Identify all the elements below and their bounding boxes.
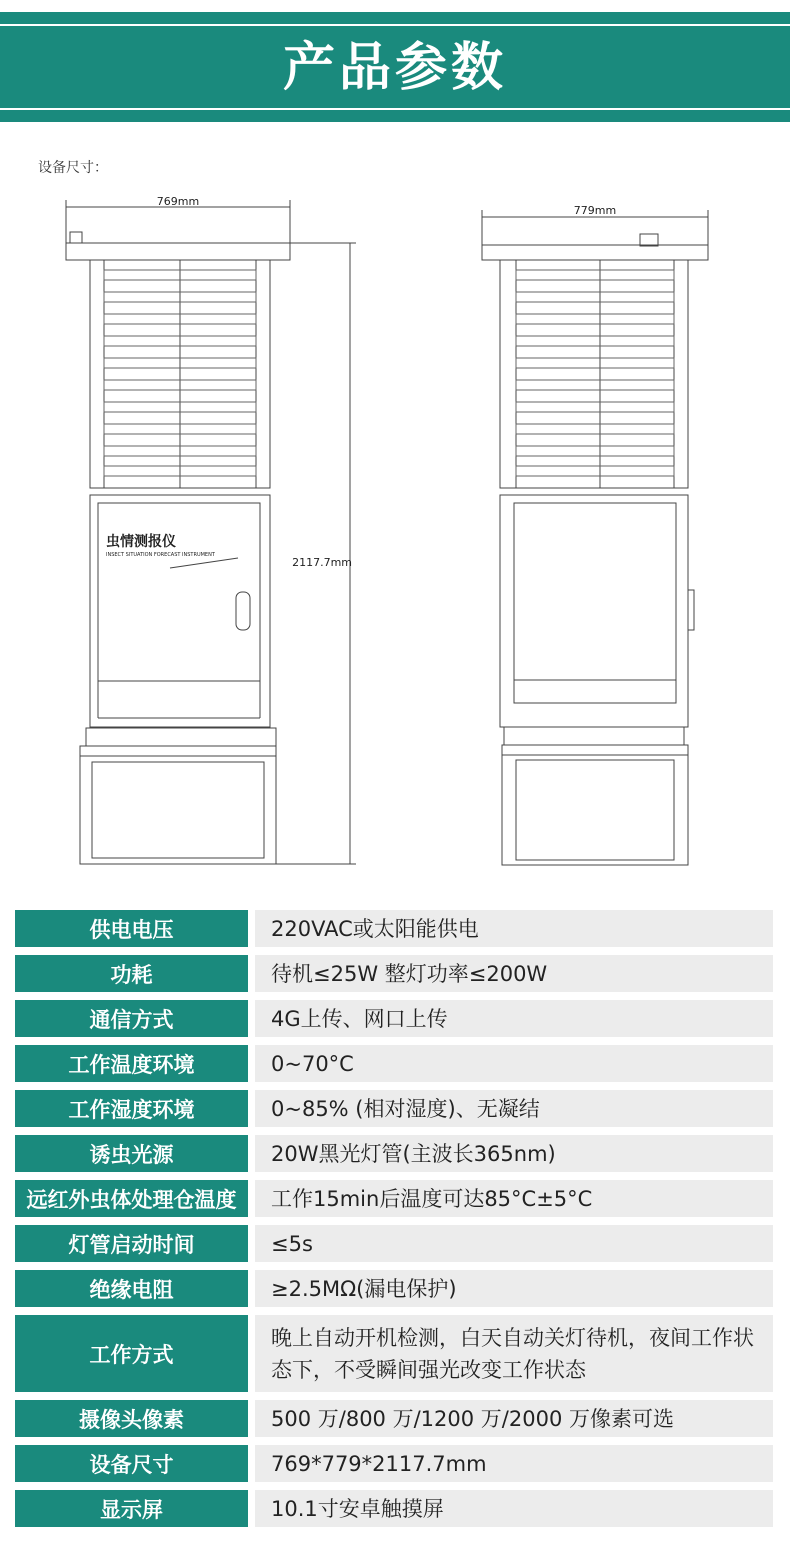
spec-row bbox=[15, 1490, 773, 1527]
spec-key: 远红外虫体处理仓温度 bbox=[15, 1180, 248, 1217]
spec-key: 供电电压 bbox=[15, 910, 248, 947]
spec-key: 功耗 bbox=[15, 955, 248, 992]
spec-row bbox=[15, 910, 773, 947]
spec-row bbox=[15, 1090, 773, 1127]
spec-key: 通信方式 bbox=[15, 1000, 248, 1037]
spec-value: ≥2.5MΩ(漏电保护) bbox=[255, 1270, 773, 1307]
spec-value: 769*779*2117.7mm bbox=[255, 1445, 773, 1482]
spec-row bbox=[15, 1045, 773, 1082]
page-title: 产品参数 bbox=[282, 38, 507, 98]
front-width-label: 769mm bbox=[156, 195, 200, 208]
spec-table bbox=[15, 910, 773, 1535]
spec-key: 显示屏 bbox=[15, 1490, 248, 1527]
spec-value: ≤5s bbox=[255, 1225, 773, 1262]
spec-value: 0~70°C bbox=[255, 1045, 773, 1082]
spec-row bbox=[15, 1270, 773, 1307]
height-label: 2117.7mm bbox=[292, 556, 352, 569]
spec-key: 工作方式 bbox=[15, 1315, 248, 1392]
spec-key: 工作湿度环境 bbox=[15, 1090, 248, 1127]
spec-value: 20W黑光灯管(主波长365nm) bbox=[255, 1135, 773, 1172]
spec-value: 晚上自动开机检测，白天自动关灯待机，夜间工作状态下，不受瞬间强光改变工作状态 bbox=[255, 1315, 773, 1392]
drawing-caption: 设备尺寸： bbox=[38, 160, 108, 176]
spec-value: 10.1寸安卓触摸屏 bbox=[255, 1490, 773, 1527]
spec-value: 工作15min后温度可达85°C±5°C bbox=[255, 1180, 773, 1217]
front-view bbox=[66, 200, 356, 864]
spec-value: 0~85% (相对湿度)、无凝结 bbox=[255, 1090, 773, 1127]
cabinet-label-en: INSECT SITUATION FORECAST INSTRUMENT bbox=[106, 552, 215, 558]
spec-key: 绝缘电阻 bbox=[15, 1270, 248, 1307]
spec-value: 220VAC或太阳能供电 bbox=[255, 910, 773, 947]
spec-key: 诱虫光源 bbox=[15, 1135, 248, 1172]
technical-drawing bbox=[0, 185, 790, 885]
spec-value: 4G上传、网口上传 bbox=[255, 1000, 773, 1037]
spec-row bbox=[15, 1225, 773, 1262]
spec-key: 摄像头像素 bbox=[15, 1400, 248, 1437]
spec-row bbox=[15, 1135, 773, 1172]
cabinet-label-cn: 虫情测报仪 bbox=[106, 534, 176, 550]
spec-value: 待机≤25W 整灯功率≤200W bbox=[255, 955, 773, 992]
spec-row bbox=[15, 1445, 773, 1482]
side-width-label: 779mm bbox=[573, 204, 617, 217]
spec-key: 工作温度环境 bbox=[15, 1045, 248, 1082]
spec-key: 设备尺寸 bbox=[15, 1445, 248, 1482]
spec-key: 灯管启动时间 bbox=[15, 1225, 248, 1262]
banner-top-rule bbox=[0, 24, 790, 26]
side-view bbox=[482, 210, 708, 865]
spec-row bbox=[15, 955, 773, 992]
spec-row bbox=[15, 1000, 773, 1037]
banner-bottom-rule bbox=[0, 108, 790, 110]
spec-row bbox=[15, 1315, 773, 1392]
title-banner bbox=[0, 12, 790, 122]
spec-value: 500 万/800 万/1200 万/2000 万像素可选 bbox=[255, 1400, 773, 1437]
spec-row bbox=[15, 1180, 773, 1217]
spec-row bbox=[15, 1400, 773, 1437]
